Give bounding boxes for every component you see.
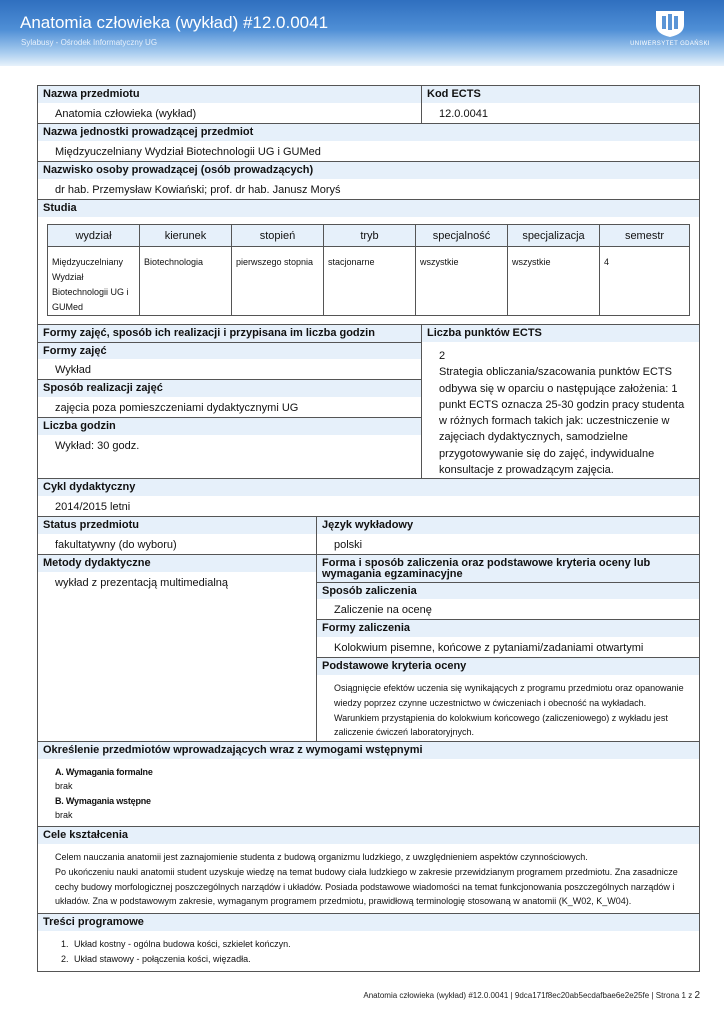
lecturers-value: dr hab. Przemysław Kowiański; prof. dr hab. Janusz Moryś [38,179,699,200]
ects-code-value: 12.0.0041 [422,103,699,124]
prerequisites-content [38,759,699,827]
assessment-criteria-1: Osiągnięcie efektów uczenia się wynikających z programu przedmiotu oraz opanowanie wiedzy poprzez czynne uczestnictwo w ćwiczeniach i obecność na wykładach. [334,683,684,708]
studies-cell: wszystkie [508,247,600,316]
studies-cell: 4 [600,247,690,316]
assessment-label: Forma i sposób zaliczenia oraz podstawowe kryteria oceny lub wymagania egzaminacyjne [317,555,699,582]
university-logo [626,8,714,47]
methods-value: wykład z prezentacją multimedialną [55,577,229,590]
studies-section [38,224,699,325]
assessment-forms-label: Formy zaliczenia [317,620,699,637]
studies-cell: pierwszego stopnia [232,247,324,316]
goals-text-2: Po ukończeniu nauki anatomii student uzyskuje wiedzę na temat budowy ciała ludzkiego w zakresie przewidzianym programem przedmiotu. Zna zasadnicze cechy budowy morfologicznej poszczególnych narządów i układów. Posiada podstawowe wiadomości na temat funkcjonowania poszczególnych narządów i układów. Zna w podstawowym zakresie, wymaganym programem przedmiotu, prawidłową terminologię stosowaną w anatomii (K_W02, K_W04). [55,866,678,907]
initial-requirements-title: B. Wymagania wstępne [55,795,151,806]
assessment-criteria [317,675,699,740]
ects-points-content [422,342,699,478]
assessment-mode-value: Zaliczenie na ocenę [317,599,699,620]
program-item: 1. Układ kostny - ogólna budowa kości, szkielet kończyn. [71,937,699,952]
studies-label: Studia [38,200,699,217]
studies-header-cell: specjalizacja [508,225,600,247]
forms-value: Wykład [38,359,421,380]
unit-label: Nazwa jednostki prowadzącej przedmiot [38,124,699,141]
goals-text-1: Celem nauczania anatomii jest zaznajomienie studenta z budową organizmu ludzkiego, z uwzględnieniem aspektów czynnościowych. [55,851,588,862]
page-footer [363,990,700,1001]
studies-header-cell: specjalność [416,225,508,247]
program-label: Treści programowe [38,914,699,931]
ects-code-label: Kod ECTS [422,86,699,103]
studies-header-cell: kierunek [140,225,232,247]
cycle-label: Cykl dydaktyczny [38,479,699,496]
assessment-mode-label: Sposób zaliczenia [317,582,699,599]
forms-section-label: Formy zajęć, sposób ich realizacji i przypisana im liczba godzin [38,325,421,342]
footer-page-total: 2 [694,990,700,1001]
studies-header-cell: wydział [48,225,140,247]
goals-content [38,844,699,914]
hours-value: Wykład: 30 godz. [55,440,140,452]
studies-cell: Międzyuczelniany Wydział Biotechnologii UG i GUMed [48,247,140,316]
studies-table [47,224,690,316]
assessment-forms-value: Kolokwium pisemne, końcowe z pytaniami/zadaniami otwartymi [317,637,699,658]
studies-cell: Biotechnologia [140,247,232,316]
page-subtitle: Sylabusy - Ośrodek Informatyczny UG [21,38,158,47]
ects-points-description: Strategia obliczania/szacowania punktów ECTS odbywa się w oparciu o następujące założenia: 1 punkt ECTS oznacza 25-30 godzin pracy studenta w różnych formach takich jak: uczestniczenie w zajęciach dydaktycznych, samodzielne przygotowywanie się do zajęć, indywidualne konsultacje z prowadzącym zajęcia. [439,366,685,477]
forms-ects-row [38,325,699,479]
goals-label: Cele kształcenia [38,827,699,844]
studies-cell: stacjonarne [324,247,416,316]
lecturers-label: Nazwisko osoby prowadzącej (osób prowadzących) [38,162,699,179]
studies-header-cell: stopień [232,225,324,247]
studies-header-cell: semestr [600,225,690,247]
footer-text: Anatomia człowieka (wykład) #12.0.0041 | 9dca171f8ec20ab5ecdafbae6e2e25fe | Strona 1 z [363,991,695,1000]
forms-label: Formy zajęć [38,342,421,359]
formal-requirements-value: brak [55,781,73,792]
university-name: UNIWERSYTET GDAŃSKI [630,41,710,47]
ects-points-label: Liczba punktów ECTS [422,325,699,342]
cycle-value: 2014/2015 letni [38,496,699,517]
formal-requirements-title: A. Wymagania formalne [55,766,153,777]
status-value: fakultatywny (do wyboru) [38,534,316,555]
studies-cell: wszystkie [416,247,508,316]
method-value: zajęcia poza pomieszczeniami dydaktycznymi UG [38,397,421,418]
program-list [38,931,699,971]
university-emblem-icon [653,8,687,38]
course-name-row [38,86,699,124]
assessment-criteria-2: Warunkiem przystąpienia do kolokwium końcowego (zaliczeniowego) z wykładu jest zaliczenie ćwiczeń laboratoryjnych. [334,712,668,738]
studies-data-row [48,247,690,316]
language-value: polski [317,534,699,555]
page-header [0,0,724,66]
program-item: 2. Układ stawowy - połączenia kości, więzadła. [71,952,699,967]
language-label: Język wykładowy [317,517,699,534]
course-name-label: Nazwa przedmiotu [38,86,421,103]
course-name-value: Anatomia człowieka (wykład) [38,103,421,124]
method-label: Sposób realizacji zajęć [38,380,421,397]
syllabus-document [37,85,700,972]
prerequisites-label: Określenie przedmiotów wprowadzających wraz z wymogami wstępnymi [38,742,699,759]
studies-header-row [48,225,690,247]
status-label: Status przedmiotu [38,517,316,534]
status-language-row [38,517,699,555]
hours-label: Liczba godzin [38,418,421,435]
page-title: Anatomia człowieka (wykład) #12.0.0041 [20,13,329,32]
initial-requirements-value: brak [55,810,73,821]
unit-value: Międzyuczelniany Wydział Biotechnologii UG i GUMed [38,141,699,162]
methods-assessment-row [38,555,699,741]
methods-label: Metody dydaktyczne [38,555,316,572]
assessment-criteria-label: Podstawowe kryteria oceny [317,658,699,675]
ects-points-value: 2 [439,350,446,362]
studies-header-cell: tryb [324,225,416,247]
